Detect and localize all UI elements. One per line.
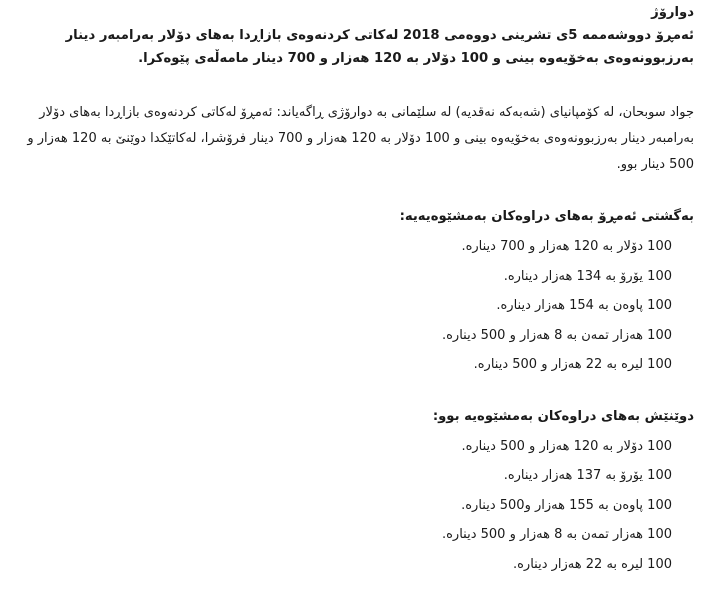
- yesterday-rates-heading: دوێنێش بەهای دراوەکان بەمشێوەیە بوو:: [432, 408, 694, 424]
- list-item: 100 پاوەن بە 155 هەزار و500 دینارە.: [461, 497, 672, 513]
- spacer: [6, 178, 694, 206]
- spacer: [6, 380, 694, 406]
- list-item: 100 یۆرۆ بە 134 هەزار دینارە.: [503, 268, 672, 284]
- list-item: 100 یۆرۆ بە 137 هەزار دینارە.: [503, 468, 672, 483]
- today-rates-list: [6, 232, 694, 380]
- today-rates-heading: بەگشتی ئەمڕۆ بەهای دراوەکان بەمشێوەیەیە:: [399, 209, 694, 224]
- spacer: [6, 70, 694, 100]
- list-item: 100 دۆلار بە 120 هەزار و 500 دینارە.: [461, 438, 672, 454]
- list-item: 100 هەزار تمەن بە 8 هەزار و 500 دینارە.: [441, 327, 672, 343]
- list-item: 100 لیرە بە 22 هەزار و 500 دینارە.: [473, 357, 672, 372]
- list-item: 100 دۆلار بە 120 هەزار و 700 دینارە.: [461, 239, 672, 254]
- list-item: 100 لیرە بە 22 هەزار دینارە.: [512, 556, 672, 572]
- article-source-title: دوارۆژ: [651, 5, 694, 20]
- article-intro: ئەمڕۆ دووشەممە 5ی تشرینی دووەمی 2018 لەکاتی کردنەوەی بازاڕدا بەهای دۆلار بەرامبەر دینار بەرزبوونەوەی بەخۆیەوە بینی و 100 دۆلار بە 120 هەزار و 700 دینار مامەڵەی پێوەکرا.: [65, 28, 694, 66]
- yesterday-rates-list: [6, 432, 694, 580]
- list-item: 100 پاوەن بە 154 هەزار دینارە.: [496, 298, 672, 313]
- article-body: جواد سوبحان، لە کۆمپانیای (شەبەکە نەقدیە) لە سلێمانی بە دوارۆژی ڕاگەیاند: ئەمڕۆ لەکاتی کردنەوەی بازاڕدا بەهای دۆلار بەرامبەر دینار بەرزبوونەوەی بەخۆیەوە بینی و 100 دۆلار بە 120 هەزار و 700 دینار فرۆشرا، لەکاتێکدا دوێنێ بە 120 هەزار و 500 دینار بوو.: [27, 105, 694, 172]
- list-item: 100 هەزار تمەن بە 8 هەزار و 500 دینارە.: [441, 527, 672, 542]
